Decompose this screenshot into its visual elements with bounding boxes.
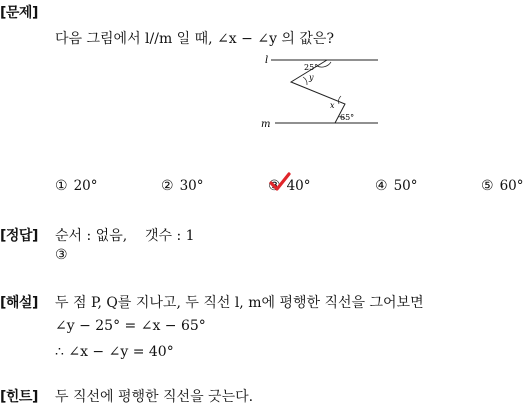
explanation-label: [해설] <box>0 295 38 311</box>
answer-label: [정답] <box>0 228 38 244</box>
choice-4-text: 50° <box>393 178 418 194</box>
hint-label: [힌트] <box>0 389 38 405</box>
geometry-figure <box>255 52 385 132</box>
angle-x-arc <box>338 96 341 104</box>
explanation-line-3: ∴ ∠x − ∠y = 40° <box>55 344 174 360</box>
choice-3-text: 40° <box>286 178 311 194</box>
choice-5-text: 60° <box>499 178 524 194</box>
answer-line-1: 순서 : 없음, 갯수 : 1 <box>55 228 195 244</box>
explanation-line-2: ∠y − 25° = ∠x − 65° <box>55 318 206 334</box>
choice-5[interactable] <box>481 178 524 194</box>
answer-line-2: ③ <box>55 247 68 263</box>
angle-65-label: 65° <box>340 113 355 122</box>
explanation-line-1: 두 점 P, Q를 지나고, 두 직선 l, m에 평행한 직선을 그어보면 <box>55 295 424 311</box>
line-l-label: l <box>265 55 269 66</box>
angle-x-label: x <box>330 101 335 110</box>
choice-5-number: ⑤ <box>481 178 494 194</box>
choice-1[interactable] <box>55 178 98 194</box>
choice-2-text: 30° <box>179 178 204 194</box>
check-icon <box>269 172 291 192</box>
problem-label: [문제] <box>0 5 38 21</box>
choice-1-number: ① <box>55 178 68 194</box>
choice-2[interactable] <box>161 178 204 194</box>
hint-line-1: 두 직선에 평행한 직선을 긋는다. <box>55 389 254 405</box>
line-m-label: m <box>261 119 271 130</box>
choice-4[interactable] <box>375 178 418 194</box>
choice-2-number: ② <box>161 178 174 194</box>
angle-y-label: y <box>309 73 314 82</box>
choice-3-number: ③ <box>268 178 281 194</box>
angle-25-label: 25° <box>304 63 319 72</box>
problem-question: 다음 그림에서 l//m 일 때, ∠x − ∠y 의 값은? <box>55 31 334 47</box>
angle-y-arc <box>303 77 307 85</box>
choice-4-number: ④ <box>375 178 388 194</box>
choice-1-text: 20° <box>73 178 98 194</box>
